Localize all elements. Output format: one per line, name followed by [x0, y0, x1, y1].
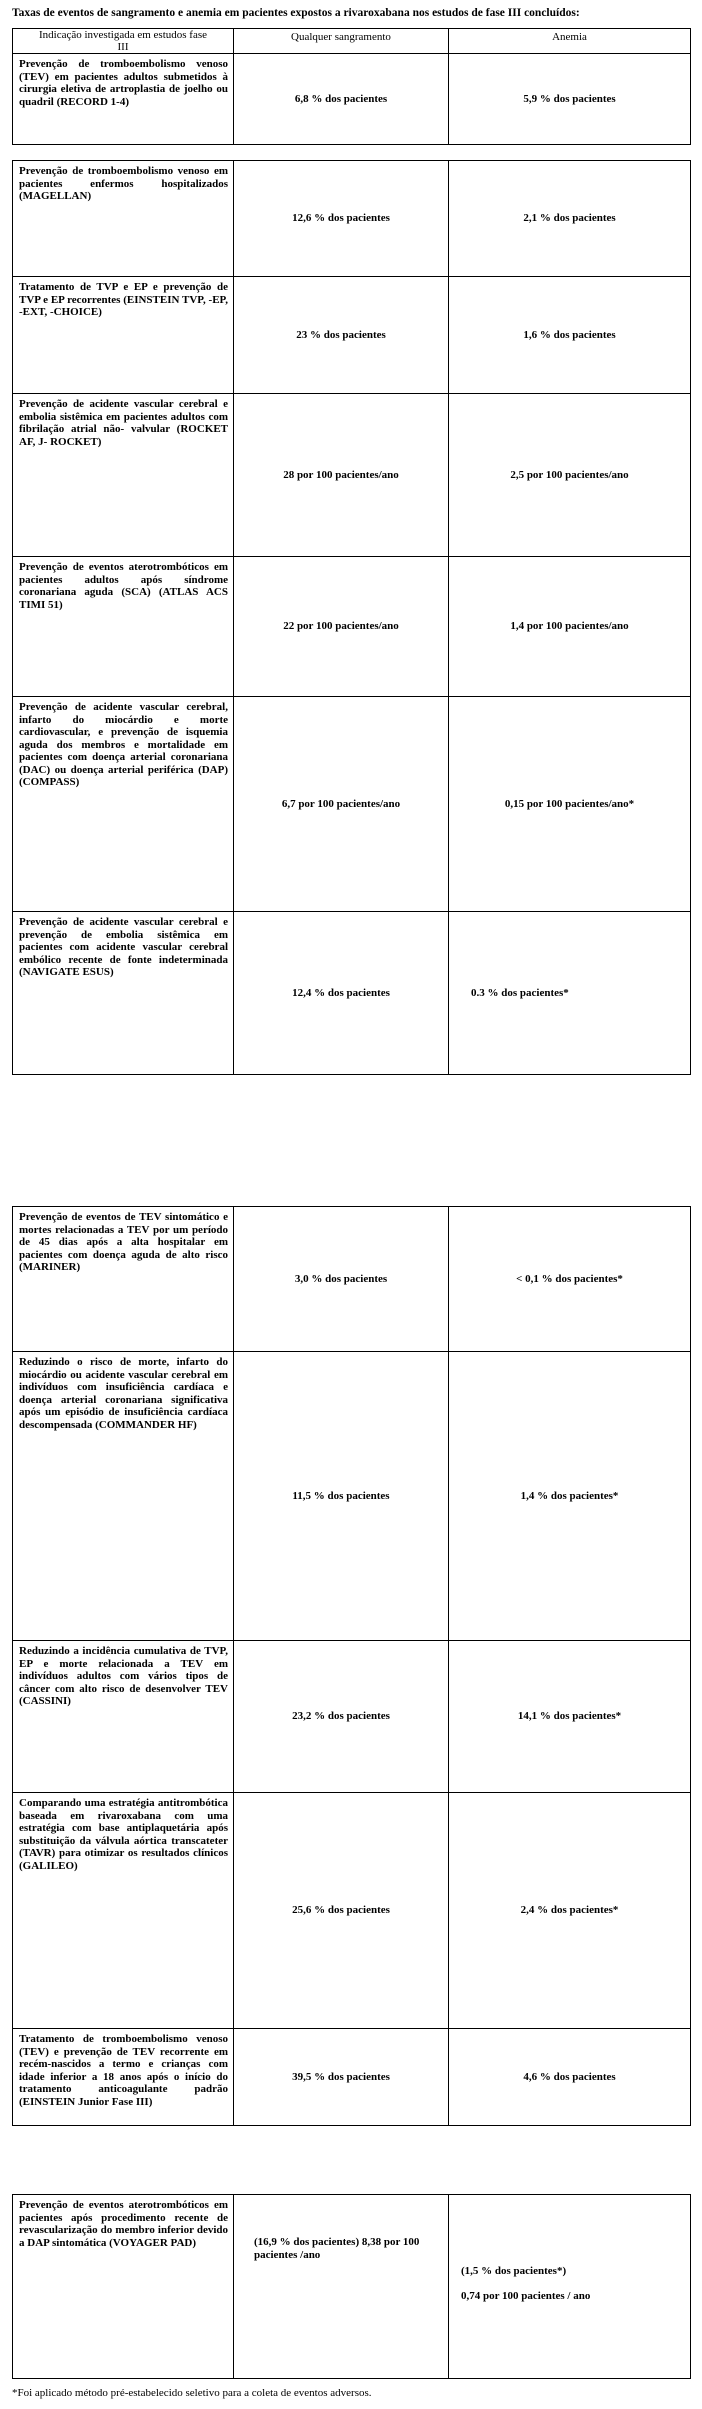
table-row [13, 557, 691, 697]
header-anemia: Anemia [449, 29, 691, 54]
anemia-cell [449, 2195, 691, 2379]
bleeding-cell: 28 por 100 pacientes/ano [234, 394, 449, 557]
indication-cell: Prevenção de eventos de TEV sintomático e mortes relacionadas a TEV por um período de 45 dias após a alta hospitalar em pacientes com doença aguda de alto risco (MARINER) [13, 1207, 234, 1352]
bleeding-cell: 6,8 % dos pacientes [234, 54, 449, 145]
indication-cell: Prevenção de tromboembolismo venoso (TEV) em pacientes adultos submetidos à cirurgia eletiva de artroplastia de joelho ou quadril (RECORD 1-4) [13, 54, 234, 145]
indication-cell: Tratamento de tromboembolismo venoso (TEV) e prevenção de TEV recorrente em recém-nascidos a termo e crianças com idade inferior a 18 anos após o início do tratamento anticoagulante padrão (EINSTEIN Junior Fase III) [13, 2029, 234, 2126]
bleeding-cell: 22 por 100 pacientes/ano [234, 557, 449, 697]
indication-cell: Prevenção de acidente vascular cerebral, infarto do miocárdio e morte cardiovascular, e prevenção de isquemia aguda dos membros e mortalidade em pacientes com doença arterial coronariana (DAC) ou doença arterial periférica (DAP) (COMPASS) [13, 697, 234, 912]
anemia-value-line-1: (1,5 % dos pacientes*) [461, 2265, 567, 2277]
header-indication: Indicação investigada em estudos fase III [13, 29, 234, 54]
results-table-part-2 [12, 160, 691, 1075]
table-row [13, 1641, 691, 1793]
bleeding-cell: 39,5 % dos pacientes [234, 2029, 449, 2126]
indication-cell: Prevenção de eventos aterotrombóticos em pacientes após procedimento recente de revascularização do membro inferior devido a DAP sintomática (VOYAGER PAD) [13, 2195, 234, 2379]
anemia-cell: 2,1 % dos pacientes [449, 161, 691, 277]
anemia-cell: 2,5 por 100 pacientes/ano [449, 394, 691, 557]
indication-cell: Prevenção de acidente vascular cerebral e prevenção de embolia sistêmica em pacientes com acidente vascular cerebral embólico recente de fonte indeterminada (NAVIGATE ESUS) [13, 912, 234, 1075]
anemia-cell: 0,15 por 100 pacientes/ano* [449, 697, 691, 912]
bleeding-cell: 23,2 % dos pacientes [234, 1641, 449, 1793]
table-row [13, 697, 691, 912]
table-header-row [13, 29, 691, 54]
table-row [13, 2195, 691, 2379]
anemia-cell: 4,6 % dos pacientes [449, 2029, 691, 2126]
header-any-bleeding: Qualquer sangramento [234, 29, 449, 54]
table-row [13, 1352, 691, 1641]
bleeding-cell: 6,7 por 100 pacientes/ano [234, 697, 449, 912]
table-row [13, 912, 691, 1075]
anemia-cell: 14,1 % dos pacientes* [449, 1641, 691, 1793]
bleeding-cell: 12,4 % dos pacientes [234, 912, 449, 1075]
table-row [13, 2029, 691, 2126]
anemia-value-line-2: 0,74 por 100 pacientes / ano [461, 2289, 591, 2302]
anemia-cell: 0.3 % dos pacientes* [449, 912, 691, 1075]
indication-cell: Comparando uma estratégia antitrombótica baseada em rivaroxabana com uma estratégia com base antiplaquetária após substituição da válvula aórtica transcateter (TAVR) para otimizar os resultados clínicos (GALILEO) [13, 1793, 234, 2029]
table-caption: Taxas de eventos de sangramento e anemia em pacientes expostos a rivaroxabana nos estudos de fase III concluídos: [12, 7, 580, 19]
indication-cell: Prevenção de tromboembolismo venoso em pacientes enfermos hospitalizados (MAGELLAN) [13, 161, 234, 277]
indication-cell: Reduzindo a incidência cumulativa de TVP, EP e morte relacionada a TEV em indivíduos adultos com vários tipos de câncer com alto risco de desenvolver TEV (CASSINI) [13, 1641, 234, 1793]
results-table-part-1 [12, 28, 691, 145]
bleeding-cell: 11,5 % dos pacientes [234, 1352, 449, 1641]
indication-cell: Prevenção de eventos aterotrombóticos em pacientes adultos após síndrome coronariana aguda (SCA) (ATLAS ACS TIMI 51) [13, 557, 234, 697]
results-table-part-3 [12, 1206, 691, 2126]
bleeding-cell: 3,0 % dos pacientes [234, 1207, 449, 1352]
anemia-cell: 1,4 por 100 pacientes/ano [449, 557, 691, 697]
footnote: *Foi aplicado método pré-estabelecido seletivo para a coleta de eventos adversos. [12, 2387, 372, 2399]
anemia-cell: 2,4 % dos pacientes* [449, 1793, 691, 2029]
table-row [13, 277, 691, 394]
indication-cell: Reduzindo o risco de morte, infarto do miocárdio ou acidente vascular cerebral em indivíduos com insuficiência cardíaca e doença arterial coronariana significativa após um episódio de insuficiência cardíaca descompensada (COMMANDER HF) [13, 1352, 234, 1641]
table-row [13, 54, 691, 145]
bleeding-cell: 25,6 % dos pacientes [234, 1793, 449, 2029]
table-row [13, 161, 691, 277]
bleeding-cell: 23 % dos pacientes [234, 277, 449, 394]
anemia-cell: < 0,1 % dos pacientes* [449, 1207, 691, 1352]
anemia-cell: 1,6 % dos pacientes [449, 277, 691, 394]
anemia-cell: 5,9 % dos pacientes [449, 54, 691, 145]
bleeding-value: (16,9 % dos pacientes) 8,38 por 100 pacientes /ano [254, 2236, 420, 2261]
bleeding-cell: 12,6 % dos pacientes [234, 161, 449, 277]
table-row [13, 394, 691, 557]
table-row [13, 1207, 691, 1352]
anemia-cell: 1,4 % dos pacientes* [449, 1352, 691, 1641]
indication-cell: Prevenção de acidente vascular cerebral e embolia sistêmica em pacientes adultos com fibrilação atrial não- valvular (ROCKET AF, J- ROCKET) [13, 394, 234, 557]
results-table-part-4 [12, 2194, 691, 2379]
indication-cell: Tratamento de TVP e EP e prevenção de TVP e EP recorrentes (EINSTEIN TVP, -EP, -EXT, -CHOICE) [13, 277, 234, 394]
table-row [13, 1793, 691, 2029]
bleeding-cell [234, 2195, 449, 2379]
